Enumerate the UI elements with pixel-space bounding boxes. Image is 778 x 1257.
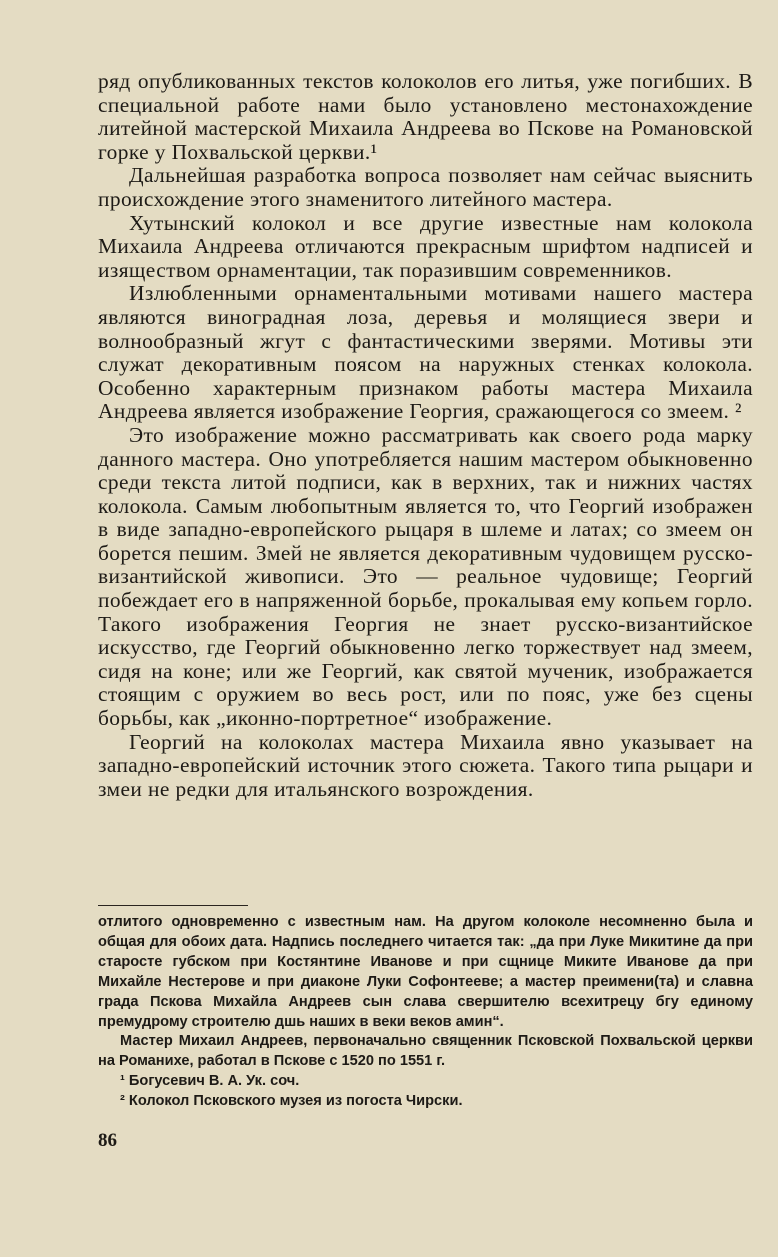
footnote-1: ¹ Богусевич В. А. Ук. соч. — [120, 1073, 300, 1090]
paragraph: Это изображение можно рассматривать как своего рода марку данного мастера. Оно употребляется нашим мастером обыкновенно среди текста литой подписи, как в верхних, так и нижних частях колокола. Самым любопытным является то, что Георгий изображен в виде западно-европейского рыцаря в шлеме и латах; со змеем он борется пешим. Змей не является декоративным чудовищем русско-византийской живописи. Это — реальное чудовище; Георгий побеждает его в напряженной борьбе, прокалывая ему копьем горло. Такого изображения Георгия не знает русско-византийское искусство, где Георгий обыкновенно легко торжествует над змеем, сидя на коне; или же Георгий, как святой мученик, изображается стоящим с оружием во весь рост, или по пояс, уже без сцены борьбы, как „иконно-портретное“ изображение. — [98, 422, 753, 731]
footnote-continuation: отлитого одновременно с известным нам. На другом колоколе несомненно была и общая для обоих дата. Надпись последнего читается так: „да при Луке Микитине да при старосте губском при Костянтине Иванове и при сщнице Миките Иванове да при Михайле Нестерове и при диаконе Луки Софонтееве; а мастер преимени(та) и славна града Пскова Михайла Андреев сын слава свершителю всехитрецу бгу единому премудрому строителю дшь наших в веки веков амин“. — [98, 914, 753, 1030]
paragraph: Излюбленными орнаментальными мотивами нашего мастера являются виноградная лоза, деревья и молящиеся звери и волнообразный жгут с фантастическими зверями. Мотивы эти служат декоративным поясом на наружных стенках колокола. Особенно характерным признаком работы мастера Михаила Андреева является изображение Георгия, сражающегося со змеем. ² — [98, 281, 753, 424]
paragraph: Георгий на колоколах мастера Михаила явно указывает на западно-европейский источник этого сюжета. Такого типа рыцари и змеи не редки для итальянского возрождения. — [98, 729, 753, 801]
footnote-master: Мастер Михаил Андреев, первоначально священник Псковской Похвальской церкви на Романихе, работал в Пскове с 1520 по 1551 г. — [98, 1033, 753, 1070]
paragraph: ряд опубликованных текстов колоколов его литья, уже погибших. В специальной работе нами было установлено местонахождение литейной мастерской Михаила Андреева во Пскове на Романовской горке у Похвальской церкви.¹ — [98, 69, 753, 164]
paragraph: Дальнейшая разработка вопроса позволяет нам сейчас выяснить происхождение этого знаменитого литейного мастера. — [98, 163, 753, 211]
page-number: 86 — [98, 1130, 117, 1151]
footnote-divider — [98, 905, 248, 906]
paragraph: Хутынский колокол и все другие известные нам колокола Михаила Андреева отличаются прекрасным шрифтом надписей и изяществом орнаментации, так поразившим современников. — [98, 210, 753, 282]
footnotes — [98, 913, 753, 1112]
main-text — [98, 70, 753, 801]
footnote-2: ² Колокол Псковского музея из погоста Чирски. — [120, 1093, 463, 1110]
